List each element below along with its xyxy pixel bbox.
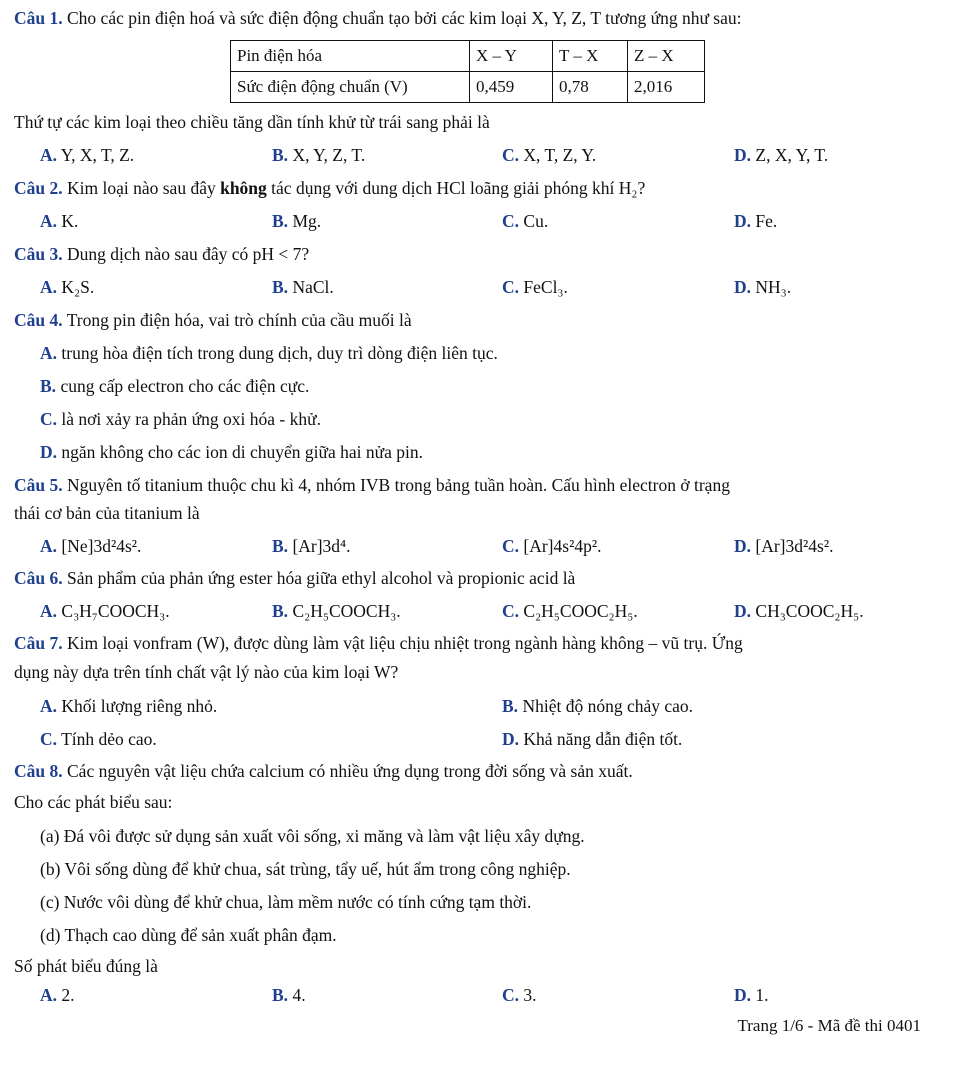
- q7-option-a: A. Khối lượng riêng nhỏ.: [40, 696, 218, 716]
- q4-stem: Câu 4. Trong pin điện hóa, vai trò chính của cầu muối là: [14, 310, 412, 330]
- q8-option-b: B. 4.: [272, 985, 306, 1005]
- q3-option-a: A. K₂S.: [40, 277, 95, 297]
- q2-option-d: D. Fe.: [734, 211, 778, 231]
- table-row: [231, 41, 705, 72]
- table-header-cell: Z – X: [628, 41, 705, 72]
- table-cell: 2,016: [628, 72, 705, 103]
- q5-option-b: B. [Ar]3d⁴.: [272, 536, 351, 556]
- table-header-cell: Pin điện hóa: [231, 41, 470, 72]
- q6-option-c: C. C₂H₅COOC₂H₅.: [502, 601, 638, 621]
- q2-option-a: A. K.: [40, 211, 79, 231]
- q7-stem-cont: dụng này dựa trên tính chất vật lý nào của kim loại W?: [14, 662, 399, 682]
- q8-option-c: C. 3.: [502, 985, 537, 1005]
- q4-option-c: C. là nơi xảy ra phản ứng oxi hóa - khử.: [40, 409, 321, 429]
- table-header-cell: T – X: [553, 41, 628, 72]
- q2-option-c: C. Cu.: [502, 211, 549, 231]
- q4-option-d: D. ngăn không cho các ion di chuyển giữa hai nửa pin.: [40, 442, 423, 462]
- q3-option-c: C. FeCl₃.: [502, 277, 568, 297]
- q4-option-b: B. cung cấp electron cho các điện cực.: [40, 376, 310, 396]
- q8-statement-b: (b) Vôi sống dùng để khử chua, sát trùng, tẩy uế, hút ẩm trong công nghiệp.: [40, 859, 571, 879]
- table-cell: Sức điện động chuẩn (V): [231, 72, 470, 103]
- q8-intro: Cho các phát biểu sau:: [14, 792, 173, 812]
- table-header-cell: X – Y: [470, 41, 553, 72]
- q8-option-a: A. 2.: [40, 985, 75, 1005]
- q8-option-d: D. 1.: [734, 985, 769, 1005]
- q1-question: Thứ tự các kim loại theo chiều tăng dần tính khử từ trái sang phải là: [14, 112, 490, 132]
- q4-option-a: A. trung hòa điện tích trong dung dịch, duy trì dòng điện liên tục.: [40, 343, 498, 363]
- q7-option-c: C. Tính dẻo cao.: [40, 729, 157, 749]
- table-cell: 0,78: [553, 72, 628, 103]
- q8-question: Số phát biểu đúng là: [14, 956, 158, 976]
- q1-option-b: B. X, Y, Z, T.: [272, 145, 366, 165]
- q7-stem: Câu 7. Kim loại vonfram (W), được dùng làm vật liệu chịu nhiệt trong ngành hàng không – vũ trụ. Ứng: [14, 633, 743, 653]
- q1-option-c: C. X, T, Z, Y.: [502, 145, 597, 165]
- q8-statement-c: (c) Nước vôi dùng để khử chua, làm mềm nước có tính cứng tạm thời.: [40, 892, 532, 912]
- q6-option-a: A. C₃H₇COOCH₃.: [40, 601, 170, 621]
- q1-option-a: A. Y, X, T, Z.: [40, 145, 135, 165]
- table-row: [231, 72, 705, 103]
- q5-stem-cont: thái cơ bản của titanium là: [14, 503, 200, 523]
- table-cell: 0,459: [470, 72, 553, 103]
- emf-table: [230, 40, 705, 103]
- q8-statement-a: (a) Đá vôi được sử dụng sản xuất vôi sống, xi măng và làm vật liệu xây dựng.: [40, 826, 585, 846]
- q6-stem: Câu 6. Sản phẩm của phản ứng ester hóa giữa ethyl alcohol và propionic acid là: [14, 568, 576, 588]
- q8-statement-d: (d) Thạch cao dùng để sản xuất phân đạm.: [40, 925, 337, 945]
- q1-option-d: D. Z, X, Y, T.: [734, 145, 829, 165]
- q3-option-d: D. NH₃.: [734, 277, 792, 297]
- q2-option-b: B. Mg.: [272, 211, 322, 231]
- q1-stem: Câu 1. Cho các pin điện hoá và sức điện động chuẩn tạo bởi các kim loại X, Y, Z, T tương ứng như sau:: [14, 8, 742, 28]
- q2-stem: Câu 2. Kim loại nào sau đây không tác dụng với dung dịch HCl loãng giải phóng khí H₂?: [14, 178, 646, 198]
- q5-option-a: A. [Ne]3d²4s².: [40, 536, 142, 556]
- q5-option-c: C. [Ar]4s²4p².: [502, 536, 602, 556]
- q5-option-d: D. [Ar]3d²4s².: [734, 536, 834, 556]
- q7-option-b: B. Nhiệt độ nóng chảy cao.: [502, 696, 694, 716]
- q6-option-d: D. CH₃COOC₂H₅.: [734, 601, 864, 621]
- page-footer: Trang 1/6 - Mã đề thi 0401: [737, 1016, 921, 1035]
- q3-stem: Câu 3. Dung dịch nào sau đây có pH < 7?: [14, 244, 310, 264]
- q6-option-b: B. C₂H₅COOCH₃.: [272, 601, 401, 621]
- q7-option-d: D. Khả năng dẫn điện tốt.: [502, 729, 683, 749]
- q8-stem: Câu 8. Các nguyên vật liệu chứa calcium có nhiều ứng dụng trong đời sống và sản xuất.: [14, 761, 633, 781]
- q5-stem: Câu 5. Nguyên tố titanium thuộc chu kì 4, nhóm IVB trong bảng tuần hoàn. Cấu hình electron ở trạng: [14, 475, 730, 495]
- q3-option-b: B. NaCl.: [272, 277, 334, 297]
